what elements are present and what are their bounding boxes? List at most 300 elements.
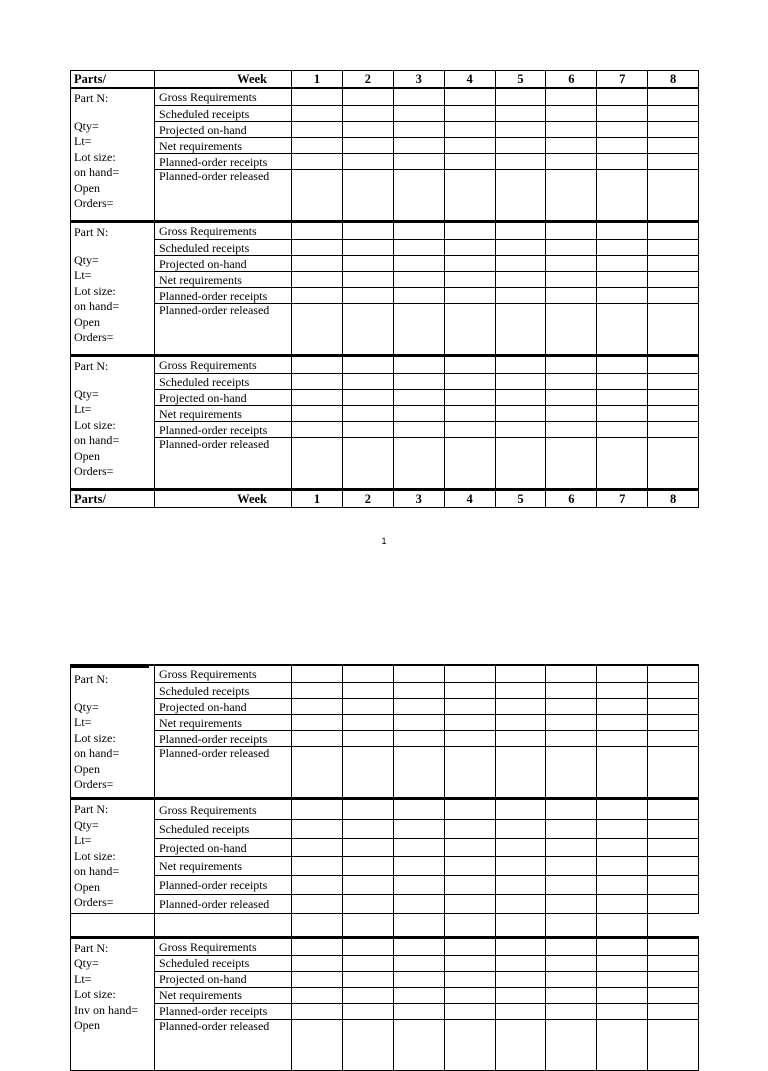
week-cell [444,699,495,715]
week-cell [546,715,597,731]
week-cell [597,955,648,971]
row-label: Planned-order released [155,170,292,222]
week-cell [597,106,648,122]
week-cell [546,1019,597,1070]
table-row [71,154,699,170]
row-label: Planned-order receipts [155,154,292,170]
week-cell [342,1003,393,1019]
open-label: Open [74,180,100,195]
week-cell [546,154,597,170]
week-1: 1 [292,71,343,89]
week-cell [546,170,597,222]
lt-label: Lt= [74,402,92,416]
week-cell [444,240,495,256]
week-cell [546,240,597,256]
row-label: Planned-order released [155,747,292,799]
week-cell [292,665,343,683]
week-cell [444,356,495,374]
week-3: 3 [393,490,444,508]
week-cell [444,170,495,222]
week-cell [393,971,444,987]
week-cell [495,955,546,971]
row-label: Planned-order receipts [155,731,292,747]
week-4: 4 [444,490,495,508]
table-row [71,106,699,122]
week-cell [393,106,444,122]
row-label: Scheduled receipts [155,106,292,122]
row-label: Net requirements [155,857,292,876]
week-cell [597,170,648,222]
week-8: 8 [648,71,699,89]
week-cell [342,820,393,839]
week-cell [495,894,546,913]
week-cell [444,665,495,683]
week-cell [546,272,597,288]
week-cell [648,971,699,987]
week-7: 7 [597,71,648,89]
row-label: Projected on-hand [155,122,292,138]
week-cell [342,170,393,222]
week-1: 1 [292,490,343,508]
week-cell [444,106,495,122]
week-cell [546,820,597,839]
week-cell [342,937,393,955]
row-label: Gross Requirements [155,665,292,683]
row-label: Gross Requirements [155,356,292,374]
week-cell [546,876,597,895]
week-cell [393,1003,444,1019]
row-label: Projected on-hand [155,699,292,715]
week-cell [444,894,495,913]
week-cell [342,222,393,240]
qty-label: Qty= [74,956,99,970]
week-cell [597,799,648,820]
week-cell [393,1019,444,1070]
week-cell [292,699,343,715]
week-cell [597,1003,648,1019]
week-2: 2 [342,490,393,508]
week-cell [546,937,597,955]
week-cell [495,222,546,240]
week-cell [495,838,546,857]
week-cell [648,838,699,857]
week-cell [495,799,546,820]
on-hand-label: on hand= [74,746,120,760]
week-cell [648,288,699,304]
week-cell [393,699,444,715]
week-cell [292,747,343,799]
week-cell [546,699,597,715]
table-row [71,374,699,390]
row-label: Scheduled receipts [155,955,292,971]
lot-size-label: Lot size: [74,417,116,432]
parts-header: Parts/ [71,71,155,89]
week-cell [648,106,699,122]
week-cell [444,838,495,857]
week-cell [597,1019,648,1070]
on-hand-label: on hand= [74,433,120,447]
week-cell [393,876,444,895]
week-cell [546,799,597,820]
table-row [71,438,699,490]
lt-label: Lt= [74,268,92,282]
week-cell [342,987,393,1003]
week-cell [393,715,444,731]
week-cell [597,222,648,240]
week-cell [444,876,495,895]
week-cell [342,699,393,715]
row-label: Gross Requirements [155,222,292,240]
lt-label: Lt= [74,134,92,148]
week-cell [648,122,699,138]
week-cell [393,422,444,438]
part-info [71,356,155,490]
table-row [71,665,699,683]
row-label: Planned-order receipts [155,876,292,895]
week-cell [292,937,343,955]
week-cell [342,138,393,154]
week-cell [292,894,343,913]
week-cell [597,356,648,374]
week-cell [546,665,597,683]
week-cell [393,170,444,222]
lot-size-label: Lot size: [74,848,116,863]
row-label: Planned-order released [155,1019,292,1070]
orders-label: Orders= [74,330,114,344]
week-cell [648,390,699,406]
week-cell [495,438,546,490]
week-cell [546,955,597,971]
week-cell [546,138,597,154]
week-cell [495,272,546,288]
week-cell [292,356,343,374]
week-cell [597,857,648,876]
week-cell [495,356,546,374]
week-cell [495,747,546,799]
row-label: Projected on-hand [155,838,292,857]
week-cell [597,913,648,937]
week-cell [546,438,597,490]
week-cell [292,971,343,987]
row-label: Planned-order released [155,304,292,356]
week-cell [393,987,444,1003]
table-row [71,406,699,422]
week-cell [648,154,699,170]
week-cell [546,971,597,987]
row-label: Planned-order released [155,894,292,913]
week-cell [393,665,444,683]
week-cell [648,820,699,839]
week-cell [342,665,393,683]
week-cell [648,422,699,438]
table-row [71,240,699,256]
week-cell [292,838,343,857]
week-cell [342,971,393,987]
table-row [71,857,699,876]
week-cell [342,913,393,937]
week-cell [444,390,495,406]
week-cell [546,1003,597,1019]
week-cell [597,154,648,170]
table-row [71,1019,699,1070]
week-cell [342,240,393,256]
orders-label: Orders= [74,895,114,909]
lt-label: Lt= [74,715,92,729]
week-cell [342,876,393,895]
week-cell [648,699,699,715]
week-cell [495,304,546,356]
week-cell [597,937,648,955]
week-cell [495,731,546,747]
week-header: Week [155,490,292,508]
table-row [71,937,699,955]
week-cell [444,799,495,820]
week-cell [444,304,495,356]
week-cell [393,747,444,799]
week-cell [444,88,495,106]
week-cell [342,390,393,406]
week-cell [444,987,495,1003]
week-cell [597,288,648,304]
week-cell [292,876,343,895]
week-cell [597,971,648,987]
week-cell [71,913,155,937]
week-cell [393,857,444,876]
table-row [71,913,699,937]
week-cell [342,838,393,857]
row-label: Scheduled receipts [155,820,292,839]
week-cell [546,106,597,122]
week-cell [292,820,343,839]
week-cell [393,683,444,699]
week-cell [495,390,546,406]
week-cell [546,913,597,937]
table-row [71,971,699,987]
qty-label: Qty= [74,386,99,401]
open-label: Open [74,879,100,894]
week-cell [393,88,444,106]
week-cell [597,122,648,138]
lot-size-label: Lot size: [74,987,116,1001]
week-cell [648,665,699,683]
lt-label: Lt= [74,833,92,847]
week-cell [597,876,648,895]
week-cell [292,222,343,240]
week-cell [292,799,343,820]
week-cell [393,222,444,240]
week-cell [648,304,699,356]
row-label: Planned-order receipts [155,422,292,438]
week-cell [393,731,444,747]
week-cell [546,304,597,356]
week-cell [444,913,495,937]
week-8: 8 [648,490,699,508]
week-cell [495,665,546,683]
week-cell [393,799,444,820]
week-cell [292,106,343,122]
week-cell [495,1019,546,1070]
week-cell [546,374,597,390]
week-cell [444,288,495,304]
week-cell [444,122,495,138]
week-cell [495,122,546,138]
week-cell [342,955,393,971]
week-cell [444,406,495,422]
week-cell [292,304,343,356]
week-cell [495,406,546,422]
week-cell [342,122,393,138]
week-cell [648,438,699,490]
lot-size-label: Lot size: [74,283,116,298]
week-cell [495,138,546,154]
week-cell [292,422,343,438]
week-cell [342,438,393,490]
table-row [71,122,699,138]
week-cell [342,1019,393,1070]
row-label: Net requirements [155,987,292,1003]
parts-header: Parts/ [71,490,155,508]
qty-label: Qty= [74,817,99,832]
week-cell [648,799,699,820]
week-cell [393,894,444,913]
week-cell [393,937,444,955]
mrp-table-1 [70,70,699,508]
week-cell [342,106,393,122]
on-hand-label: on hand= [74,299,120,313]
row-label: Planned-order released [155,438,292,490]
week-cell [546,256,597,272]
week-cell [342,272,393,288]
week-cell [495,987,546,1003]
week-cell [648,406,699,422]
week-cell [292,955,343,971]
week-cell [444,138,495,154]
week-cell [444,937,495,955]
week-cell [648,138,699,154]
week-cell [495,170,546,222]
table-row [71,390,699,406]
week-cell [292,406,343,422]
week-6: 6 [546,490,597,508]
row-label: Projected on-hand [155,971,292,987]
week-cell [495,857,546,876]
week-cell [393,240,444,256]
week-cell [393,138,444,154]
table-row [71,88,699,106]
week-header: Week [155,71,292,89]
week-cell [648,1003,699,1019]
week-cell [393,838,444,857]
week-cell [393,820,444,839]
week-cell [292,288,343,304]
week-cell [648,272,699,288]
table-row [71,987,699,1003]
week-cell [444,374,495,390]
week-cell [648,987,699,1003]
week-cell [393,438,444,490]
week-cell [495,683,546,699]
week-cell [393,390,444,406]
week-cell [292,1019,343,1070]
week-cell [393,406,444,422]
orders-label: Orders= [74,464,114,478]
week-cell [597,390,648,406]
week-cell [342,304,393,356]
week-cell [292,390,343,406]
table-row [71,422,699,438]
week-cell [444,683,495,699]
week-cell [495,715,546,731]
week-cell [495,422,546,438]
week-5: 5 [495,71,546,89]
week-cell [648,222,699,240]
week-cell [342,683,393,699]
week-4: 4 [444,71,495,89]
row-label: Gross Requirements [155,799,292,820]
week-cell [292,1003,343,1019]
week-cell [444,272,495,288]
row-label: Net requirements [155,138,292,154]
week-cell [546,747,597,799]
week-cell [597,240,648,256]
week-cell [393,955,444,971]
week-cell [444,715,495,731]
qty-label: Qty= [74,252,99,267]
week-cell [495,1003,546,1019]
row-label: Net requirements [155,272,292,288]
week-cell [292,138,343,154]
week-cell [648,374,699,390]
week-cell [597,138,648,154]
week-cell [648,937,699,955]
week-cell [342,406,393,422]
row-label: Projected on-hand [155,390,292,406]
week-cell [292,256,343,272]
week-cell [546,288,597,304]
week-cell [342,374,393,390]
week-cell [546,88,597,106]
part-label: Part N: [74,940,109,955]
open-label: Open [74,314,100,329]
week-cell [648,894,699,913]
table-row [71,356,699,374]
part-label: Part N: [74,91,109,105]
week-cell [648,683,699,699]
week-cell [648,715,699,731]
week-cell [444,438,495,490]
week-cell [444,1019,495,1070]
week-cell [495,876,546,895]
row-label: Scheduled receipts [155,683,292,699]
on-hand-label: on hand= [74,864,120,878]
week-cell [648,170,699,222]
week-cell [292,240,343,256]
week-cell [597,894,648,913]
table-row [71,876,699,895]
orders-label: Orders= [74,777,114,791]
part-info [71,937,155,1070]
table-row [71,747,699,799]
qty-label: Qty= [74,699,99,714]
week-cell [292,88,343,106]
week-cell [292,122,343,138]
week-cell [546,222,597,240]
week-cell [597,715,648,731]
week-cell [597,699,648,715]
week-cell [546,857,597,876]
week-cell [648,731,699,747]
week-cell [292,374,343,390]
